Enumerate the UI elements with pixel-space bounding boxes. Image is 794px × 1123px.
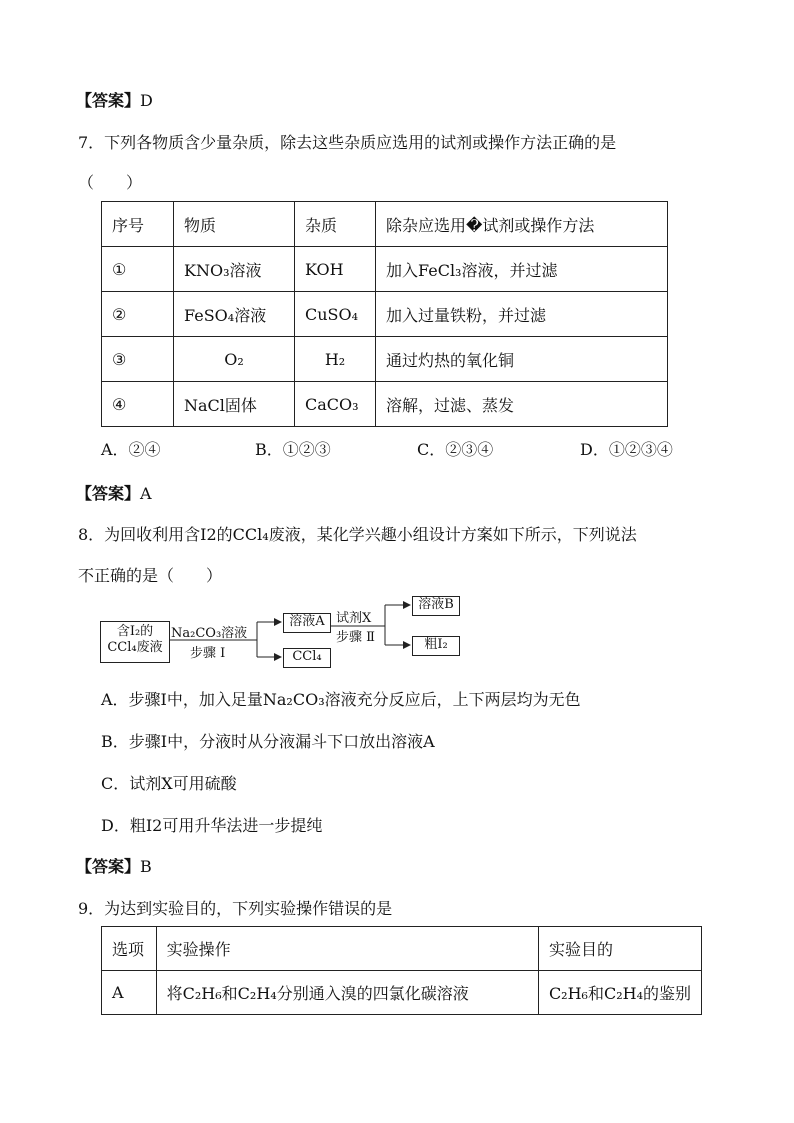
flow-step1-label: 步骤 Ⅰ <box>190 646 226 661</box>
flow-step2-label: 步骤 Ⅱ <box>336 630 375 645</box>
table-cell: C₂H₆和C₂H₄的鉴别 <box>538 971 701 1015</box>
table-cell: O₂ <box>174 337 295 382</box>
table-cell: CaCO₃ <box>295 382 376 427</box>
option-c: C．②③④ <box>417 440 494 459</box>
option-a: A．②④ <box>101 440 161 459</box>
flow-solution-a: 溶液A <box>283 613 331 633</box>
table-cell: 通过灼热的氧化铜 <box>376 337 668 382</box>
table-cell: KOH <box>295 247 376 292</box>
header-cell: 实验目的 <box>538 927 701 971</box>
option-b: B．①②③ <box>255 440 331 459</box>
q7-stem-line1: 7．下列各物质含少量杂质，除去这些杂质应选用的试剂或操作方法正确的是 <box>78 133 617 152</box>
header-cell: 实验操作 <box>156 927 538 971</box>
table-cell: ④ <box>102 382 174 427</box>
header-cell: 除杂应选用�试剂或操作方法 <box>376 202 668 247</box>
answer-value: D <box>140 91 153 110</box>
option-d: D．①②③④ <box>580 440 673 459</box>
q9-table <box>101 926 702 1015</box>
table-cell: NaCl固体 <box>174 382 295 427</box>
q9-stem: 9．为达到实验目的，下列实验操作错误的是 <box>78 899 393 918</box>
q8-stem-line2: 不正确的是（ ） <box>78 566 223 585</box>
table-cell: ③ <box>102 337 174 382</box>
table-cell: H₂ <box>295 337 376 382</box>
flow-step2-reagent: 试剂X <box>336 611 372 626</box>
q8-stem-line1: 8．为回收利用含I2的CCl₄废液，某化学兴趣小组设计方案如下所示，下列说法 <box>78 525 637 544</box>
answer-value: A <box>140 484 152 503</box>
answer-label: 【答案】 <box>76 91 141 110</box>
table-cell: A <box>102 971 157 1015</box>
table-cell: 溶解，过滤、蒸发 <box>376 382 668 427</box>
header-cell: 选项 <box>102 927 157 971</box>
table-row <box>102 971 702 1015</box>
table-cell: ② <box>102 292 174 337</box>
header-cell: 物质 <box>174 202 295 247</box>
flow-start-line2: CCl₄废液 <box>107 640 163 655</box>
flow-step1-reagent: Na₂CO₃溶液 <box>171 626 248 641</box>
q8-option-c: C．试剂X可用硫酸 <box>101 774 237 793</box>
q8-option-d: D．粗I2可用升华法进一步提纯 <box>101 816 323 835</box>
table-cell: 加入过量铁粉，并过滤 <box>376 292 668 337</box>
answer-value: B <box>140 857 152 876</box>
table-cell: 加入FeCl₃溶液，并过滤 <box>376 247 668 292</box>
answer-label: 【答案】 <box>76 484 141 503</box>
q8-option-a: A．步骤Ⅰ中，加入足量Na₂CO₃溶液充分反应后，上下两层均为无色 <box>101 690 581 709</box>
table-cell: ① <box>102 247 174 292</box>
flow-ccl4: CCl₄ <box>283 648 331 668</box>
flow-start-line1: 含I₂的 <box>116 624 154 639</box>
q7-stem-line2: （ ） <box>78 173 143 192</box>
q8-option-b: B．步骤Ⅰ中，分液时从分液漏斗下口放出溶液A <box>101 732 435 751</box>
table-cell: FeSO₄溶液 <box>174 292 295 337</box>
table-cell: 将C₂H₆和C₂H₄分别通入溴的四氯化碳溶液 <box>156 971 538 1015</box>
header-cell: 序号 <box>102 202 174 247</box>
answer-q8 <box>76 854 152 877</box>
flow-crude-i2: 粗I₂ <box>412 636 460 656</box>
table-header-row <box>102 927 702 971</box>
table-cell: CuSO₄ <box>295 292 376 337</box>
answer-label: 【答案】 <box>76 857 141 876</box>
flow-solution-b: 溶液B <box>412 596 460 616</box>
header-cell: 杂质 <box>295 202 376 247</box>
table-cell: KNO₃溶液 <box>174 247 295 292</box>
